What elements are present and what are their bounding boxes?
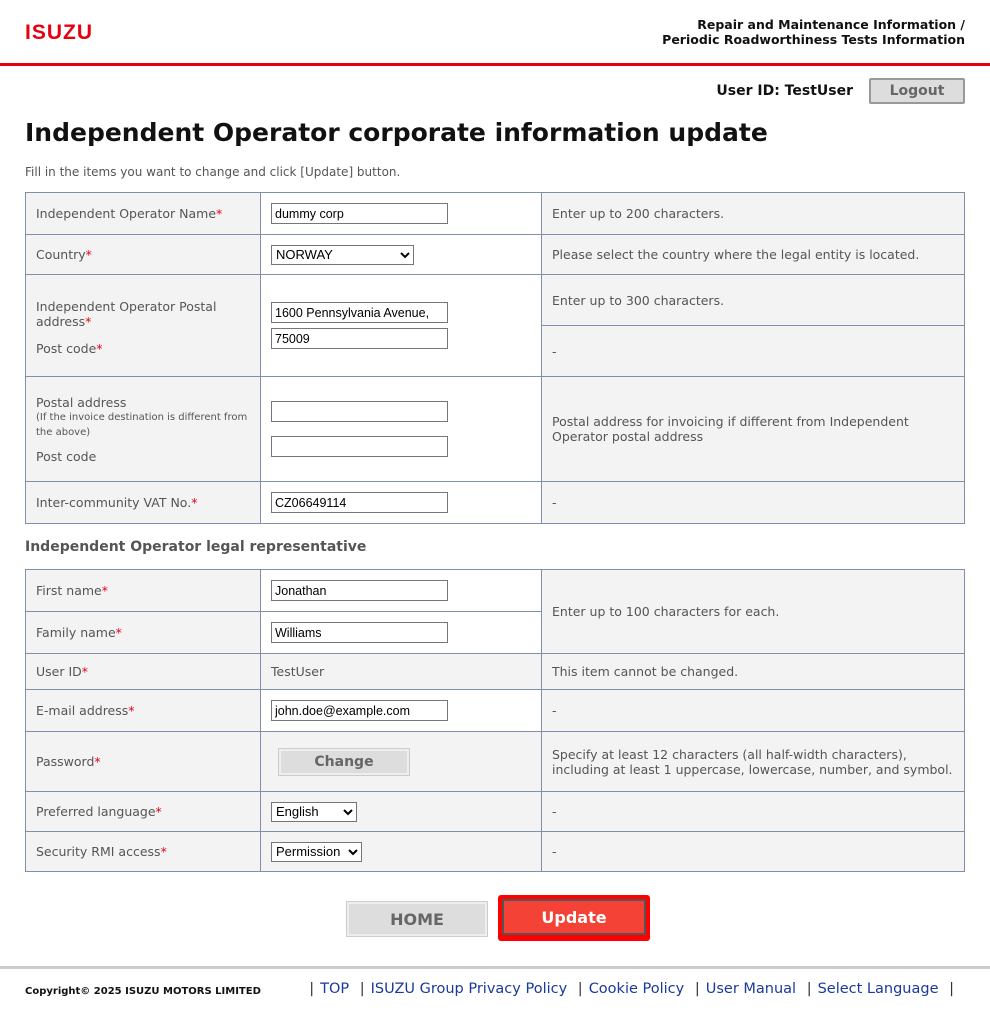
language-select[interactable] [271,802,357,822]
link-cookie-policy[interactable]: Cookie Policy [588,981,685,997]
corporate-info-table [25,192,965,524]
footer [0,966,990,997]
separator: | [806,981,812,997]
logout-button[interactable]: Logout [869,78,965,104]
isuzu-logo[interactable]: ISUZU [25,21,93,44]
postal-labels: Independent Operator Postal address* Post code* [26,275,261,377]
separator: | [694,981,700,997]
postal-hint: Enter up to 300 characters. [542,275,965,326]
name-label: Independent Operator Name* [26,193,261,235]
operator-name-input[interactable] [271,203,448,224]
user-id-value: TestUser [261,654,542,690]
language-label: Preferred language* [26,792,261,832]
link-user-manual[interactable]: User Manual [705,981,797,997]
update-highlight [498,895,650,941]
footer-links [303,981,960,997]
vat-label: Inter-community VAT No.* [26,482,261,524]
invoice-hint: Postal address for invoicing if different from Independent Operator postal address [542,377,965,482]
separator: | [359,981,365,997]
copyright: Copyright© 2025 ISUZU MOTORS LIMITED [25,986,261,997]
country-label: Country* [26,235,261,275]
security-hint: - [542,832,965,872]
user-id-label: User ID* [26,654,261,690]
separator: | [577,981,583,997]
legal-rep-table [25,569,965,872]
link-top[interactable]: TOP [320,981,350,997]
family-name-label: Family name* [26,612,261,654]
name-length-hint: Enter up to 100 characters for each. [542,570,965,654]
security-label: Security RMI access* [26,832,261,872]
user-bar [716,78,965,104]
password-hint: Specify at least 12 characters (all half-width characters), including at least 1 uppercase, lowercase, number, and symbol. [542,732,965,792]
family-name-input[interactable] [271,622,448,643]
security-access-select[interactable] [271,842,362,862]
site-title-line2: Periodic Roadworthiness Tests Information [662,32,965,47]
link-privacy-policy[interactable]: ISUZU Group Privacy Policy [370,981,568,997]
section-title-legal-rep: Independent Operator legal representative [25,539,367,555]
header [0,0,990,66]
invoice-postal-address-input[interactable] [271,401,448,422]
email-label: E-mail address* [26,690,261,732]
first-name-input[interactable] [271,580,448,601]
post-code-input[interactable] [271,328,448,349]
language-hint: - [542,792,965,832]
post-code-hint: - [542,326,965,377]
home-button[interactable]: HOME [347,902,487,936]
change-password-button[interactable]: Change [279,749,409,775]
site-title [662,17,965,47]
link-select-language[interactable]: Select Language [817,981,939,997]
country-hint: Please select the country where the legal entity is located. [542,235,965,275]
vat-input[interactable] [271,492,448,513]
country-select[interactable] [271,245,414,265]
invoice-postal-labels: Postal address (If the invoice destination is different from the above) Post code [26,377,261,482]
vat-hint: - [542,482,965,524]
separator: | [949,981,954,997]
invoice-post-code-input[interactable] [271,436,448,457]
postal-address-input[interactable] [271,302,448,323]
intro-text: Fill in the items you want to change and click [Update] button. [25,165,401,179]
update-button[interactable]: Update [502,899,646,935]
page-title: Independent Operator corporate information update [25,118,768,147]
separator: | [309,981,315,997]
user-id-label: User ID: TestUser [716,83,853,99]
first-name-label: First name* [26,570,261,612]
email-hint: - [542,690,965,732]
password-label: Password* [26,732,261,792]
name-hint: Enter up to 200 characters. [542,193,965,235]
email-input[interactable] [271,700,448,721]
user-id-hint: This item cannot be changed. [542,654,965,690]
site-title-line1: Repair and Maintenance Information / [697,17,965,32]
